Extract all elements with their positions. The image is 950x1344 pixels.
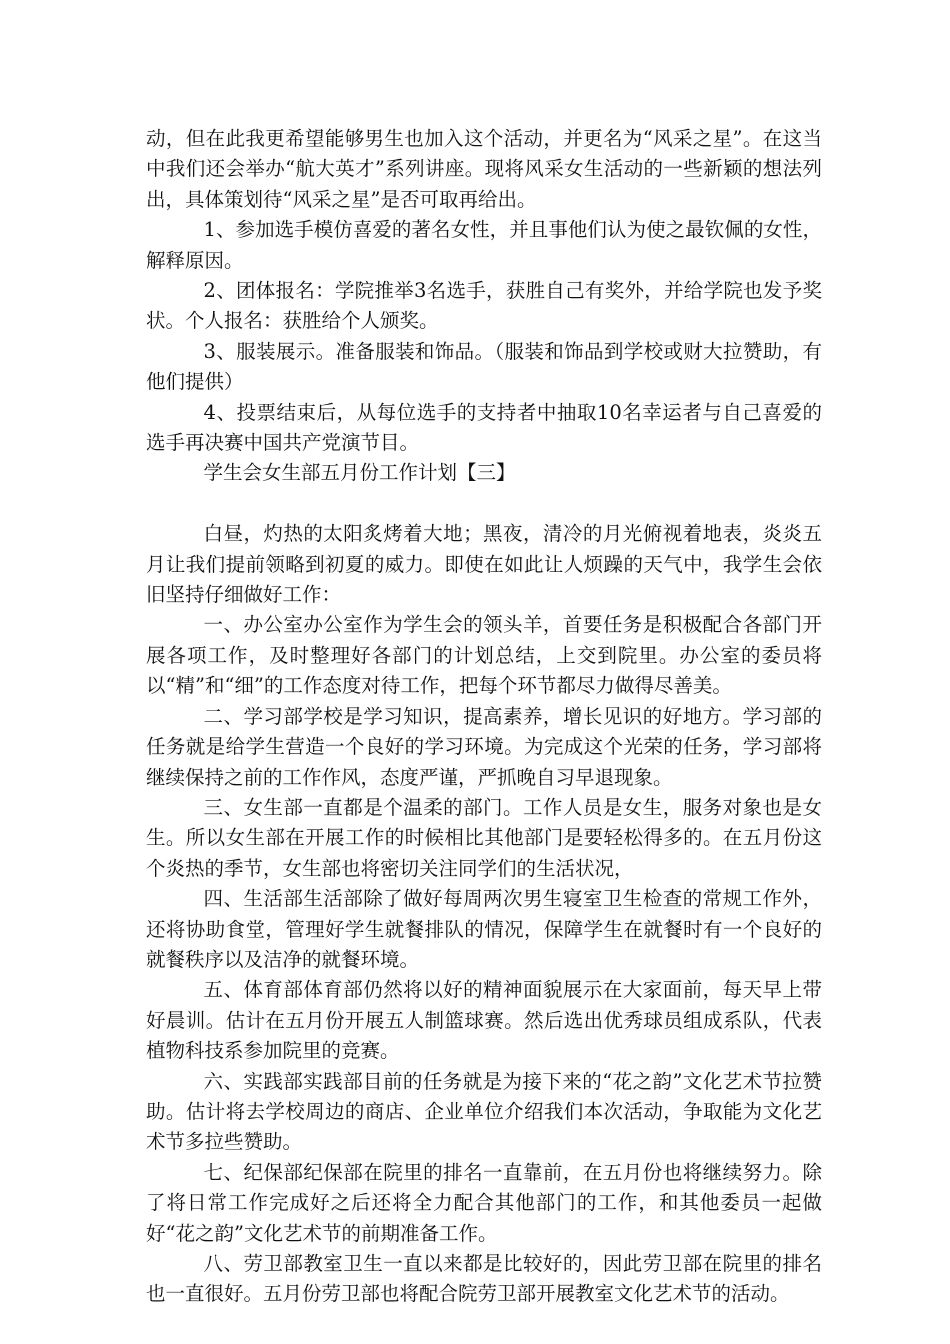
list-item-4: 4、投票结束后，从每位选手的支持者中抽取10名幸运者与自己喜爱的选手再决赛中国共产党演节目。 bbox=[146, 400, 822, 455]
plan-item-labor: 八、劳卫部教室卫生一直以来都是比较好的，因此劳卫部在院里的排名也一直很好。五月份劳卫部也将配合院劳卫部开展教室文化艺术节的活动。 bbox=[146, 1252, 822, 1306]
plan-item-office: 一、办公室办公室作为学生会的领头羊，首要任务是积极配合各部门开展各项工作，及时整理好各部门的计划总结，上交到院里。办公室的委员将以“精”和“细”的工作态度对待工作，把每个环节都尽力做得尽善美。 bbox=[146, 613, 822, 698]
plan-item-study: 二、学习部学校是学习知识，提高素养，增长见识的好地方。学习部的任务就是给学生营造一个良好的学习环境。为完成这个光荣的任务，学习部将继续保持之前的工作作风，态度严谨，严抓晚自习早退现象。 bbox=[146, 704, 822, 789]
plan-item-women: 三、女生部一直都是个温柔的部门。工作人员是女生，服务对象也是女生。所以女生部在开展工作的时候相比其他部门是要轻松得多的。在五月份这个炎热的季节，女生部也将密切关注同学们的生活状况， bbox=[146, 795, 822, 880]
section-heading: 学生会女生部五月份工作计划【三】 bbox=[203, 461, 516, 485]
plan-item-life: 四、生活部生活部除了做好每周两次男生寝室卫生检查的常规工作外，还将协助食堂，管理好学生就餐排队的情况，保障学生在就餐时有一个良好的就餐秩序以及洁净的就餐环境。 bbox=[146, 887, 822, 971]
list-item-3: 3、服装展示。准备服装和饰品。（服装和饰品到学校或财大拉赞助，有他们提供） bbox=[146, 339, 822, 394]
intro-paragraph: 白昼，灼热的太阳炙烤着大地；黑夜，清冷的月光俯视着地表，炎炎五月让我们提前领略到初夏的威力。即使在如此让人烦躁的天气中，我学生会依旧坚持仔细做好工作： bbox=[146, 522, 822, 607]
plan-item-sports: 五、体育部体育部仍然将以好的精神面貌展示在大家面前，每天早上带好晨训。估计在五月份开展五人制篮球赛。然后选出优秀球员组成系队，代表植物科技系参加院里的竞赛。 bbox=[146, 978, 822, 1063]
list-item-2: 2、团体报名：学院推举3名选手，获胜自己有奖外，并给学院也发予奖状。个人报名：获胜给个人颁奖。 bbox=[146, 279, 822, 333]
continuation-paragraph: 动，但在此我更希望能够男生也加入这个活动，并更名为“风采之星”。在这当中我们还会举办“航大英才”系列讲座。现将风采女生活动的一些新颖的想法列出，具体策划待“风采之星”是否可取再给出。 bbox=[146, 127, 822, 211]
document-body bbox=[146, 124, 822, 1310]
plan-item-discipline: 七、纪保部纪保部在院里的排名一直靠前，在五月份也将继续努力。除了将日常工作完成好之后还将全力配合其他部门的工作，和其他委员一起做好“花之韵”文化艺术节的前期准备工作。 bbox=[146, 1160, 822, 1245]
plan-item-practice: 六、实践部实践部目前的任务就是为接下来的“花之韵”文化艺术节拉赞助。估计将去学校周边的商店、企业单位介绍我们本次活动，争取能为文化艺术节多拉些赞助。 bbox=[146, 1069, 822, 1154]
list-item-1: 1、参加选手模仿喜爱的著名女性，并且事他们认为使之最钦佩的女性，解释原因。 bbox=[146, 218, 822, 272]
